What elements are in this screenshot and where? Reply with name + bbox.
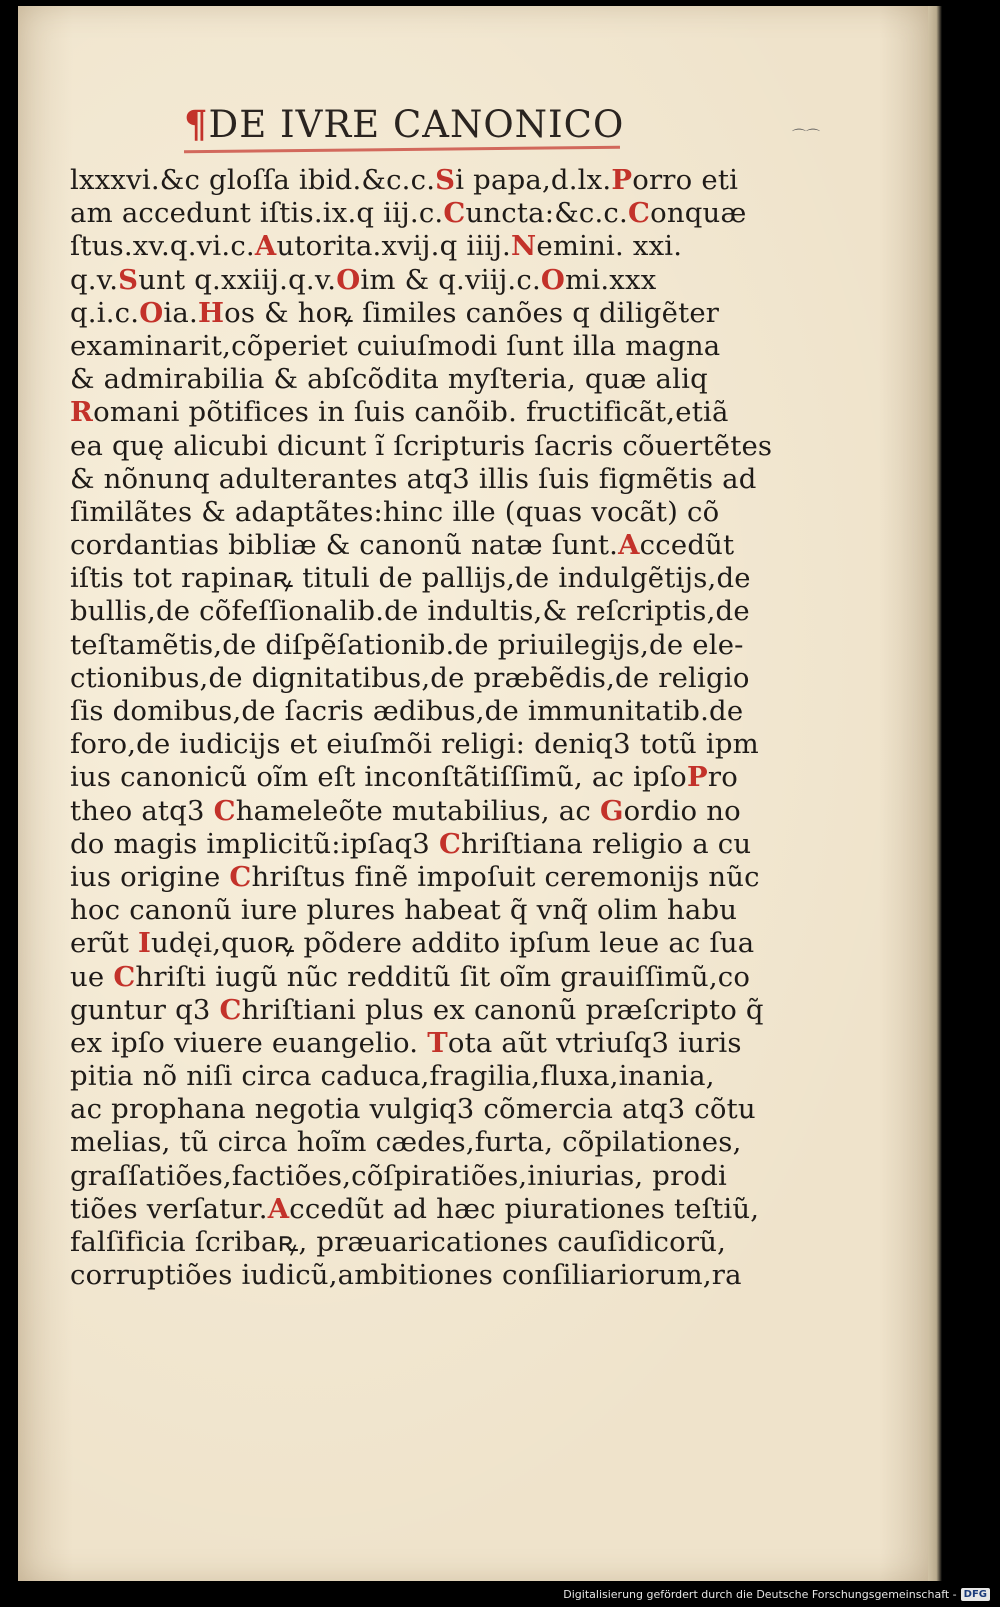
rubricated-initial: N (511, 230, 537, 263)
text-segment: i papa,d.lx. (455, 164, 612, 196)
rubricated-initial: C (213, 794, 236, 827)
text-line (70, 230, 740, 263)
text-segment: tiões verſatur. (70, 1192, 268, 1225)
text-segment: hriſti iugũ nũc redditũ ſit oĩm grauiſſimũ,co (135, 960, 751, 993)
text-segment: ccedũt ad hæc piurationes teſtiũ, (289, 1192, 760, 1225)
text-segment: bullis,de cõfeſſionalib.de indultis,& reſcriptis,de (70, 595, 750, 628)
rubricated-initial: C (113, 960, 136, 993)
text-line (70, 1160, 740, 1193)
text-segment: erũt (70, 927, 138, 960)
text-segment: & nõnunq adulterantes atq3 illis ſuis figmẽtis ad (70, 462, 757, 495)
text-segment: ea quę alicubi dicunt ĩ ſcripturis ſacris cõuertẽtes (70, 429, 773, 462)
text-segment: ia. (163, 296, 198, 329)
footer-text: Digitalisierung gefördert durch die Deutsche Forschungsgemeinschaft - (563, 1588, 957, 1601)
text-line (70, 1259, 740, 1292)
text-segment: am accedunt iſtis.ix.q iij.c. (70, 197, 444, 230)
text-line (70, 496, 740, 529)
text-segment: graſſatiões,factiões,cõſpiratiões,iniurias, prodi (70, 1159, 727, 1192)
body-text (70, 164, 773, 1292)
text-segment: ius canonicũ oĩm eſt inconſtãtiſſimũ, ac ipſo (70, 761, 687, 794)
corner-mark: ⌒⌒ (792, 129, 820, 145)
rubricated-initial: P (686, 761, 708, 794)
text-segment: onquæ (650, 197, 747, 230)
text-segment: utorita.xvij.q iiij. (276, 230, 511, 263)
text-segment: hoc canonũ iure plures habeat q̃ vnq̃ olim habu (70, 894, 738, 927)
rubricated-initial: G (599, 794, 624, 827)
text-segment: lxxxvi.&c gloſſa ibid.&c.c. (70, 164, 436, 196)
text-segment: orro eti (632, 164, 739, 196)
text-segment: omani põtifices in ſuis canõib. fructificãt,etiã (93, 396, 729, 429)
dfg-logo: DFG (961, 1588, 990, 1601)
text-segment: hriſtus finẽ impoſuit ceremonijs nũc (251, 860, 760, 893)
text-segment: ccedũt (639, 529, 735, 562)
rubricated-initial: O (139, 296, 164, 329)
text-line (70, 529, 740, 562)
text-line (70, 197, 747, 230)
rubricated-initial: H (197, 296, 225, 329)
text-segment: mi.xxx (565, 263, 657, 296)
text-line (70, 728, 759, 761)
page-header (184, 102, 624, 146)
text-line (70, 695, 744, 728)
text-line (70, 429, 773, 463)
text-segment: ordio no (623, 794, 741, 827)
text-line (70, 1192, 760, 1226)
text-segment: q.v. (70, 263, 119, 296)
text-line (70, 860, 760, 894)
text-line (70, 894, 740, 927)
text-segment: im & q.viij.c. (360, 263, 541, 296)
text-line (70, 761, 740, 794)
rubricated-initial: C (627, 197, 651, 230)
text-line (70, 1126, 740, 1159)
text-line (70, 927, 755, 960)
rubricated-initial: C (438, 827, 462, 860)
rubricated-initial: S (118, 263, 139, 296)
rubricated-initial: C (443, 197, 466, 230)
text-segment: corruptiões iudicũ,ambitiones conſiliariorum,ra (70, 1259, 742, 1292)
text-segment: os & hoꝶ ſimiles canões q diligẽter (224, 296, 720, 329)
text-segment: unt q.xxiij.q.v. (138, 263, 337, 296)
text-segment: hameleõte mutabilius, ac (235, 794, 600, 827)
text-segment: ſis domibus,de ſacris ædibus,de immunitatib.de (70, 695, 744, 727)
text-segment: hriſtiana religio a cu (461, 827, 752, 860)
text-segment: ctionibus,de dignitatibus,de præbẽdis,de religio (70, 661, 750, 694)
text-segment: cordantias bibliæ & canonũ natæ ſunt. (70, 529, 619, 562)
text-line (70, 1093, 756, 1126)
text-segment: emini. xxi. (536, 230, 683, 263)
text-line (70, 164, 740, 197)
rubricated-initial: C (229, 860, 252, 893)
text-segment: do magis implicitũ:ipſaq3 (70, 827, 439, 860)
rubricated-initial: R (70, 396, 94, 429)
text-line (70, 330, 740, 363)
text-segment: guntur q3 (70, 993, 220, 1026)
rubricated-initial: I (137, 927, 152, 960)
rubricated-initial: P (611, 164, 633, 196)
text-segment: foro,de iudicijs et eiuſmõi religi: deniq3 totũ ipm (70, 728, 759, 761)
text-segment: melias, tũ circa hoĩm cædes,furta, cõpilationes, (70, 1126, 742, 1159)
text-segment: udęi,quoꝶ põdere addito ipſum leue ac ſua (151, 927, 755, 960)
text-line (70, 795, 740, 828)
page-fold-edge (928, 6, 942, 1581)
text-line (70, 1027, 740, 1060)
text-segment: hriſtiani plus ex canonũ præſcripto q̃ (241, 993, 764, 1026)
text-line (70, 960, 751, 994)
text-segment: uncta:&c.c. (465, 197, 628, 230)
rubricated-initial: S (435, 164, 456, 196)
text-line (70, 661, 750, 695)
text-line (70, 396, 740, 429)
text-segment: ac prophana negotia vulgiq3 cõmercia atq3 cõtu (70, 1093, 756, 1126)
text-line (70, 595, 750, 628)
rubricated-initial: O (540, 263, 566, 296)
text-segment: examinarit,cõperiet cuiuſmodi ſunt illa magna (70, 329, 721, 362)
text-line (70, 827, 752, 861)
rubricated-initial: A (618, 529, 640, 562)
text-line (70, 297, 740, 330)
text-segment: ro (707, 761, 738, 794)
text-segment: ſimilãtes & adaptãtes:hinc ille (quas vocãt) cõ (70, 495, 720, 528)
text-segment: theo atq3 (70, 794, 214, 827)
text-segment: & admirabilia & abſcõdita myſteria, quæ aliq (70, 363, 708, 396)
text-line (70, 264, 740, 297)
text-segment: iſtis tot rapinaꝶ tituli de pallijs,de indulgẽtijs,de (70, 562, 751, 595)
rubricated-initial: C (219, 993, 242, 1026)
text-segment: teſtamẽtis,de diſpẽſationib.de priuilegijs,de ele- (70, 628, 744, 661)
text-line (70, 1226, 740, 1259)
header-underline (184, 146, 620, 154)
text-line (70, 628, 744, 662)
text-segment: falſificia ſcribaꝶ, præuaricationes cauſidicorũ, (70, 1226, 727, 1258)
rubricated-initial: A (254, 230, 277, 263)
manuscript-page (18, 6, 934, 1581)
rubricated-initial: A (267, 1192, 290, 1225)
text-segment: ex ipſo viuere euangelio. (70, 1026, 428, 1059)
text-segment: ue (70, 960, 114, 993)
text-line (70, 562, 751, 595)
text-segment: ſtus.xv.q.vi.c. (70, 230, 255, 263)
header-title: DE IVRE CANONICO (208, 103, 625, 146)
paragraph-mark: ¶ (184, 102, 209, 146)
text-segment: pitia nõ niſi circa caduca,fragilia,fluxa,inania, (70, 1060, 715, 1093)
text-segment: ius origine (70, 860, 230, 893)
text-segment: ota aũt vtriuſq3 iuris (447, 1026, 742, 1059)
text-line (70, 363, 740, 396)
footer-credit (563, 1588, 990, 1601)
text-line (70, 993, 764, 1027)
text-line (70, 462, 757, 496)
text-segment: q.i.c. (70, 296, 140, 329)
rubricated-initial: T (427, 1026, 448, 1059)
text-line (70, 1060, 740, 1093)
rubricated-initial: O (336, 263, 361, 296)
